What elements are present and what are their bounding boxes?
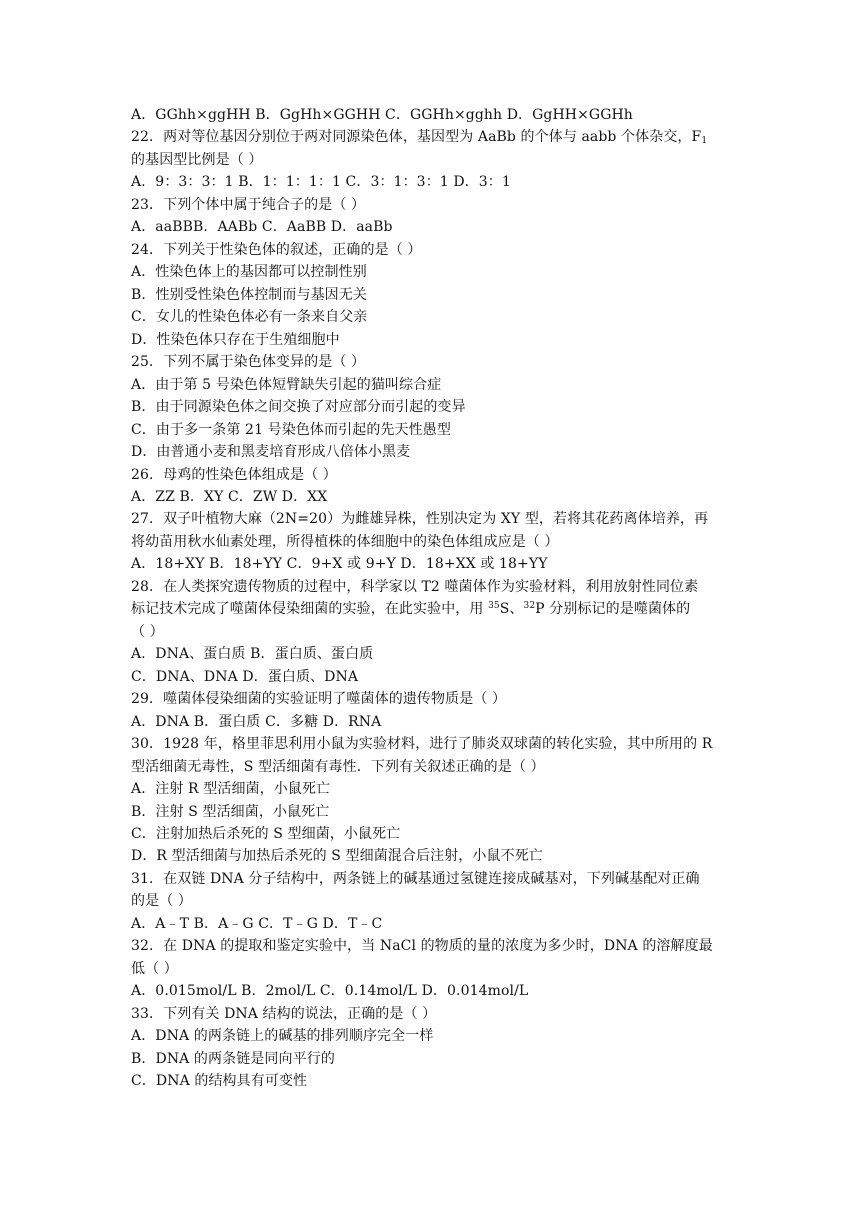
text-line [131,171,731,193]
text-run: D．由普通小麦和黑麦培育形成八倍体小黑麦 [131,444,411,461]
text-line [131,553,731,575]
text-line [131,531,731,553]
text-run: B．性别受性染色体控制而与基因无关 [131,286,367,303]
text-run: A．0.015mol/L B．2mol/L C．0.14mol/L D．0.014mol/L [131,983,529,1000]
text-run: 30．1928 年，格里菲思利用小鼠为实验材料，进行了肺炎双球菌的转化实验，其中所用的 R [131,736,713,753]
text-run: A．DNA B．蛋白质 C．多糖 D．RNA [131,713,382,730]
text-line [131,801,731,823]
text-line [131,216,731,238]
text-run: C．由于多一条第 21 号染色体而引起的先天性愚型 [131,421,451,438]
text-line [131,419,731,441]
text-line [131,486,731,508]
text-run: B．DNA 的两条链是同向平行的 [131,1050,335,1067]
text-run: A．ZZ B．XY C．ZW D．XX [131,488,328,505]
text-line [131,778,731,800]
text-line [131,845,731,867]
text-run: 24．下列关于性染色体的叙述，正确的是（ ） [131,241,422,258]
text-line [131,756,731,778]
text-line [131,306,731,328]
text-run: B．由于同源染色体之间交换了对应部分而引起的变异 [131,399,466,416]
text-line [131,980,731,1002]
text-run: 26．母鸡的性染色体组成是（ ） [131,466,337,483]
text-run: C．DNA、DNA D．蛋白质、DNA [131,668,359,685]
text-run: C．注射加热后杀死的 S 型细菌，小鼠死亡 [131,826,401,842]
text-line [131,868,731,890]
text-run: 的基因型比例是（ ） [131,151,263,168]
text-line [131,104,731,126]
text-line [131,464,731,486]
text-line [131,688,731,710]
text-line [131,913,731,935]
text-line [131,958,731,980]
text-run: 32．在 DNA 的提取和鉴定实验中，当 NaCl 的物质的量的浓度为多少时，DNA 的溶解度最 [131,938,713,955]
text-run: D．性染色体只存在于生殖细胞中 [131,331,340,348]
text-line [131,284,731,306]
text-run: A．GGhh×ggHH B．GgHh×GGHH C．GGHh×gghh D．GgHH×GGHh [131,107,633,123]
text-line [131,1048,731,1070]
text-line [131,890,731,912]
text-line [131,441,731,463]
text-line [131,576,731,598]
text-line [131,194,731,216]
text-run: 22．两对等位基因分别位于两对同源染色体，基因型为 AaBb 的个体与 aabb 个体杂交，F [131,129,702,146]
text-run: 型活细菌无毒性，S 型活细菌有毒性．下列有关叙述正确的是（ ） [131,758,545,775]
text-line [131,823,731,845]
text-line [131,711,731,733]
text-run: B．注射 S 型活细菌，小鼠死亡 [131,803,330,820]
superscript: 32 [523,601,536,612]
text-run: C．女儿的性染色体必有一条来自父亲 [131,309,368,326]
text-line [131,508,731,530]
text-run: 28．在人类探究遗传物质的过程中，科学家以 T2 噬菌体作为实验材料，利用放射性同位素 [131,578,699,595]
text-run: 的是（ ） [131,893,192,910]
text-run: 27．双子叶植物大麻（2N=20）为雌雄异株，性别决定为 XY 型，若将其花药离体培养，再 [131,511,709,528]
text-line [131,239,731,261]
text-line [131,1003,731,1025]
text-run: A．注射 R 型活细菌，小鼠死亡 [131,781,331,798]
text-run: 将幼苗用秋水仙素处理，所得植株的体细胞中的染色体组成应是（ ） [131,533,559,550]
text-line [131,733,731,755]
text-line [131,598,731,620]
superscript: 35 [488,601,500,612]
text-line [131,1025,731,1047]
subscript: 1 [701,136,708,147]
text-line [131,149,731,171]
text-line [131,351,731,373]
text-run: A．由于第 5 号染色体短臂缺失引起的猫叫综合症 [131,376,442,393]
text-run: D．R 型活细菌与加热后杀死的 S 型细菌混合后注射，小鼠不死亡 [131,848,543,865]
question-text-block [131,104,731,1093]
text-run: A．性染色体上的基因都可以控制性别 [131,264,367,281]
text-line [131,621,731,643]
text-run: A．DNA、蛋白质 B．蛋白质、蛋白质 [131,646,374,663]
text-run: A．DNA 的两条链上的碱基的排列顺序完全一样 [131,1028,434,1045]
text-line [131,396,731,418]
text-line [131,126,731,148]
text-line [131,643,731,665]
text-run: A．9：3：3：1 B．1：1：1：1 C．3：1：3：1 D．3：1 [131,174,511,191]
text-line [131,261,731,283]
text-line [131,329,731,351]
text-run: 25．下列不属于染色体变异的是（ ） [131,354,366,371]
text-line [131,374,731,396]
text-run: 低（ ） [131,960,178,977]
text-run: 标记技术完成了噬菌体侵染细菌的实验，在此实验中，用 [131,601,489,618]
text-run: 23．下列个体中属于纯合子的是（ ） [131,196,366,213]
text-run: A．18+XY B．18+YY C．9+X 或 9+Y D．18+XX 或 18+YY [131,556,548,573]
text-line [131,935,731,957]
text-line [131,1070,731,1092]
text-run: C．DNA 的结构具有可变性 [131,1073,308,1090]
text-run: 29．噬菌体侵染细菌的实验证明了噬菌体的遗传物质是（ ） [131,691,507,708]
text-run: P 分别标记的是噬菌体的 [535,601,691,618]
text-run: 33．下列有关 DNA 结构的说法，正确的是（ ） [131,1005,437,1022]
text-run: （ ） [131,623,164,640]
text-run: A．aaBBB．AABb C．AaBB D．aaBb [131,219,393,236]
text-run: S、 [499,601,524,618]
text-line [131,666,731,688]
text-run: 31．在双链 DNA 分子结构中，两条链上的碱基通过氢键连接成碱基对，下列碱基配对正确 [131,870,700,887]
text-run: A．A﹣T B．A﹣G C．T﹣G D．T﹣C [131,915,383,932]
